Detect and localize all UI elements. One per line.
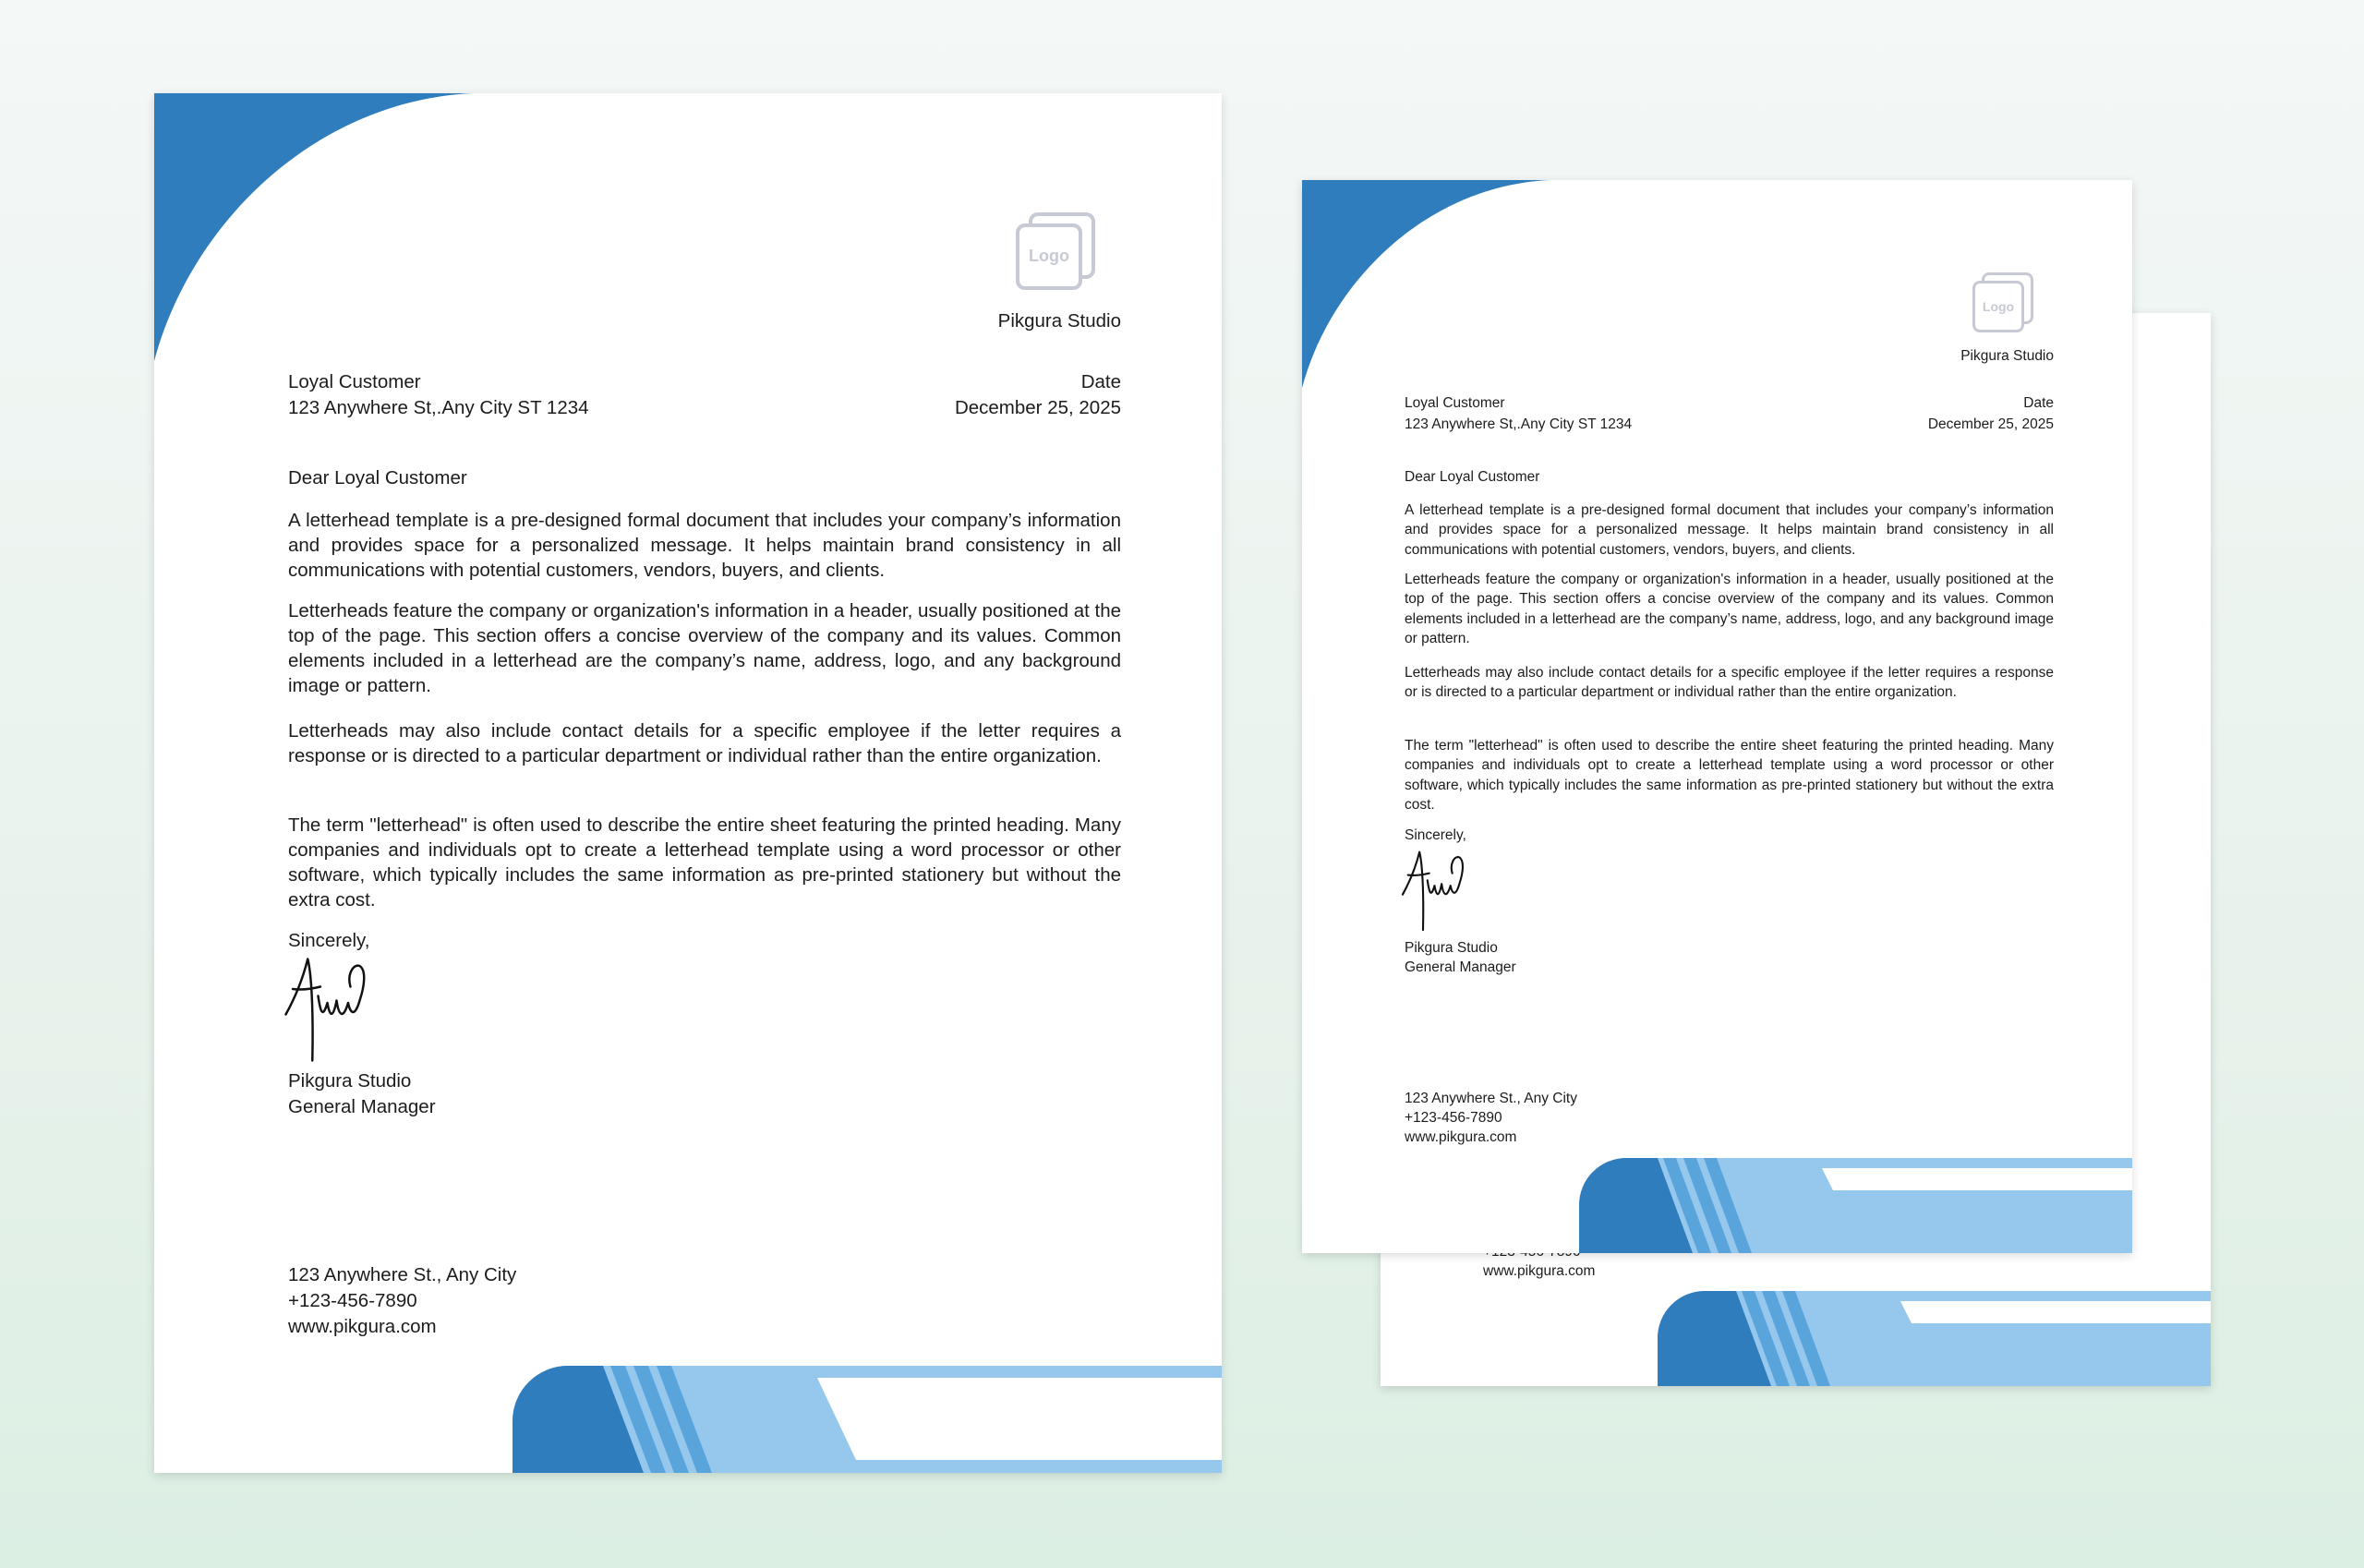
body-paragraph: Letterheads may also include contact details for a specific employee if the letter requires a response or is directed to a particular department or individual rather than the entire organization. xyxy=(1405,665,2054,701)
body-paragraph: Letterheads feature the company or organization's information in a header, usually positioned at the top of the page. This section offers a concise overview of the company and its values. Common elements included in a letterhead are the company’s name, address, logo, and any background image or pattern. xyxy=(1405,572,2054,646)
company-name: Pikgura Studio xyxy=(1960,348,2054,364)
body-paragraph: The term "letterhead" is often used to describe the entire sheet featuring the printed heading. Many companies and individuals opt to create a letterhead template using a word processor or other software, which typically includes the same information as pre-printed stationery but without the extra cost. xyxy=(1405,738,2054,813)
closing: Sincerely, xyxy=(1405,827,1466,843)
footer-website: www.pikgura.com xyxy=(1405,1129,1517,1145)
footer-address: 123 Anywhere St., Any City xyxy=(288,1264,517,1285)
signer-title: General Manager xyxy=(288,1096,436,1117)
signature-image xyxy=(1401,843,1490,932)
salutation: Dear Loyal Customer xyxy=(1405,469,1540,485)
company-logo: Logo xyxy=(1014,211,1102,298)
signer-company: Pikgura Studio xyxy=(1405,940,1498,956)
footer-website: www.pikgura.com xyxy=(288,1316,437,1337)
company-name: Pikgura Studio xyxy=(997,310,1121,332)
recipient-name: Loyal Customer xyxy=(1405,395,1505,411)
back-footer-website: www.pikgura.com xyxy=(1483,1263,1596,1279)
signature-image xyxy=(283,947,399,1063)
date-value: December 25, 2025 xyxy=(1927,416,2054,432)
footer-address: 123 Anywhere St., Any City xyxy=(1405,1091,1577,1106)
recipient-address: 123 Anywhere St,.Any City ST 1234 xyxy=(288,397,589,418)
company-logo: Logo xyxy=(1971,271,2039,339)
letterhead-preview-page xyxy=(1302,180,2132,1253)
salutation: Dear Loyal Customer xyxy=(288,467,467,488)
body-paragraph: The term "letterhead" is often used to describe the entire sheet featuring the printed heading. Many companies and individuals opt to create a letterhead template using a word processor or other software, which typically includes the same information as pre-printed stationery but without the extra cost. xyxy=(288,814,1121,911)
date-label: Date xyxy=(2023,395,2054,411)
recipient-address: 123 Anywhere St,.Any City ST 1234 xyxy=(1405,416,1633,432)
body-paragraph: A letterhead template is a pre-designed formal document that includes your company’s information and provides space for a personalized message. It helps maintain brand consistency in all communications with potential customers, vendors, buyers, and clients. xyxy=(1405,502,2054,558)
recipient-name: Loyal Customer xyxy=(288,371,421,392)
signer-title: General Manager xyxy=(1405,959,1516,975)
signer-company: Pikgura Studio xyxy=(288,1070,412,1092)
date-label: Date xyxy=(1080,371,1121,392)
body-paragraph: Letterheads may also include contact details for a specific employee if the letter requires a response or is directed to a particular department or individual rather than the entire organization. xyxy=(288,720,1121,766)
body-paragraph: A letterhead template is a pre-designed formal document that includes your company’s information and provides space for a personalized message. It helps maintain brand consistency in all communications with potential customers, vendors, buyers, and clients. xyxy=(288,510,1121,581)
footer-phone: +123-456-7890 xyxy=(288,1290,417,1311)
footer-phone: +123-456-7890 xyxy=(1405,1110,1502,1126)
letterhead-main-page xyxy=(154,93,1222,1473)
date-value: December 25, 2025 xyxy=(954,397,1121,418)
closing: Sincerely, xyxy=(288,930,370,951)
body-paragraph: Letterheads feature the company or organization's information in a header, usually positioned at the top of the page. This section offers a concise overview of the company and its values. Common elements included in a letterhead are the company’s name, address, logo, and any background image or pattern. xyxy=(288,600,1121,696)
